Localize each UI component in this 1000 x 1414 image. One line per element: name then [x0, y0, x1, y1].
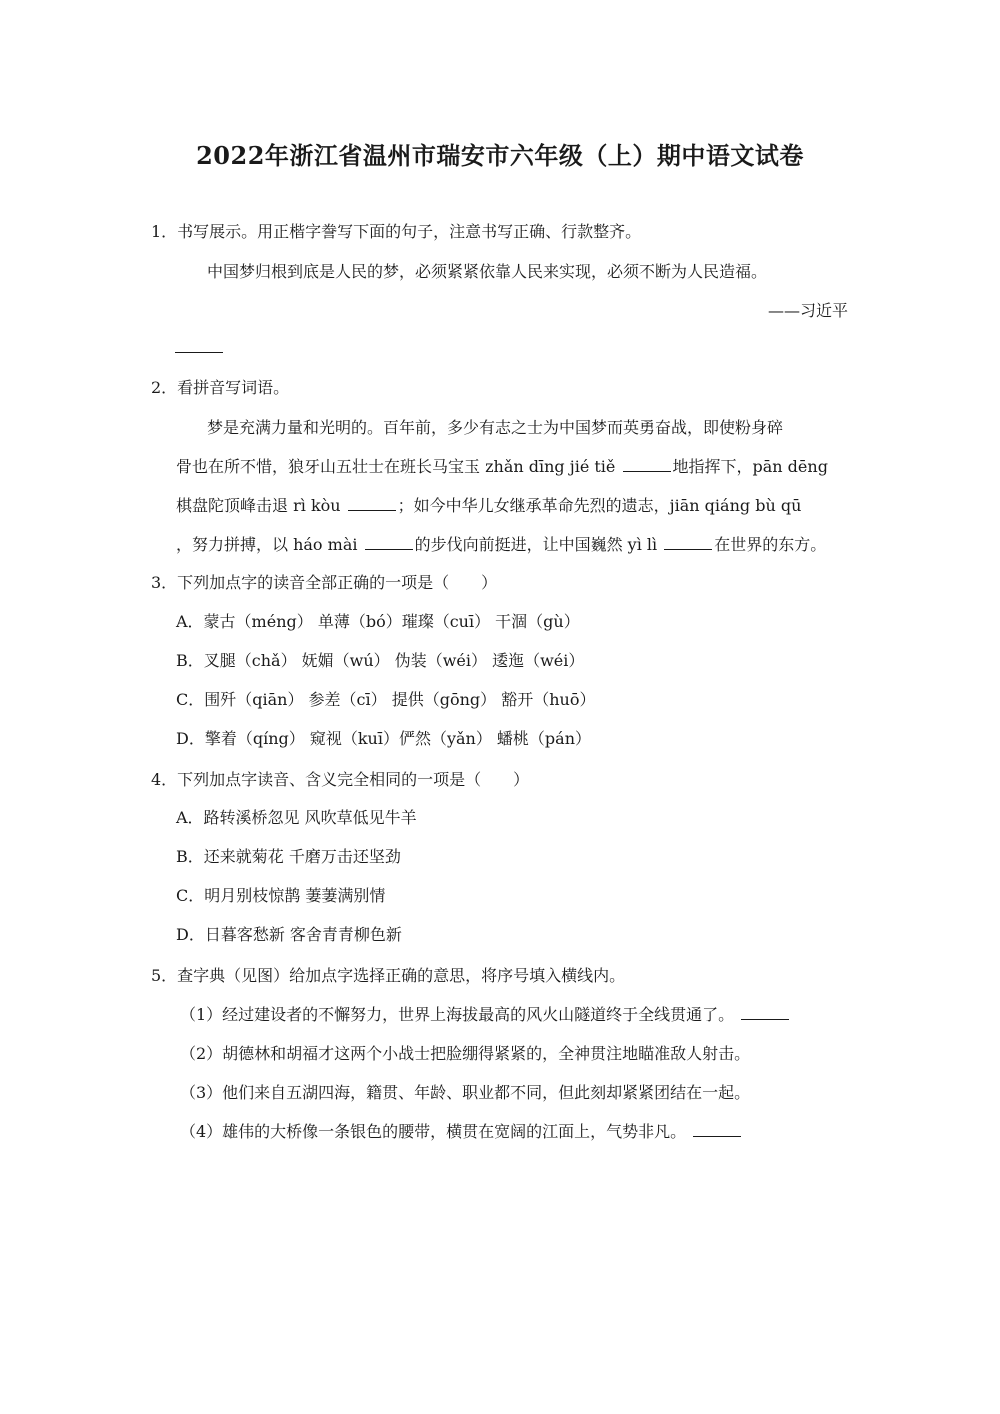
question-2-line-3 — [176, 496, 801, 516]
question-3-option-b[interactable]: B．叉腿（chǎ） 妩媚（wú） 伪装（wéi） 逶迤（wéi） — [176, 651, 585, 670]
question-5-item-1 — [180, 1005, 791, 1025]
question-2-line-1: 梦是充满力量和光明的。百年前，多少有志之士为中国梦而英勇奋战，即使粉身碎 — [207, 418, 784, 437]
question-2-line-3-text-b: ；如今中华儿女继承革命先烈的遗志，jiān qiáng bù qū — [397, 496, 802, 515]
question-4-option-b[interactable]: B．还来就菊花 千磨万击还坚劲 — [176, 847, 401, 866]
question-2-line-4-text-c: 在世界的东方。 — [714, 535, 827, 554]
question-2-line-2 — [176, 457, 828, 477]
question-5-item-1-text: （1）经过建设者的不懈努力，世界上海拔最高的风火山隧道终于全线贯通了。 — [180, 1005, 735, 1024]
question-1-answer-blank[interactable] — [175, 352, 223, 353]
question-5-item-3 — [180, 1083, 750, 1103]
page-title: 2022年浙江省温州市瑞安市六年级（上）期中语文试卷 — [196, 141, 804, 170]
question-4-option-a[interactable]: A．路转溪桥忽见 风吹草低见牛羊 — [176, 808, 417, 827]
question-2-line-2-text-a: 骨也在所不惜，狼牙山五壮士在班长马宝玉 zhǎn dīng jié tiě — [176, 457, 616, 476]
question-3-stem: 3．下列加点字的读音全部正确的一项是（ ） — [151, 573, 498, 592]
question-2-line-4-text-a: ，努力拼搏，以 háo mài — [176, 535, 358, 554]
question-5-item-4 — [180, 1122, 743, 1142]
question-5-stem: 5．查字典（见图）给加点字选择正确的意思，将序号填入横线内。 — [151, 966, 626, 985]
answer-blank[interactable] — [348, 496, 396, 511]
answer-blank[interactable] — [365, 535, 413, 550]
answer-blank[interactable] — [623, 457, 671, 472]
question-1-quote: 中国梦归根到底是人民的梦，必须紧紧依靠人民来实现，必须不断为人民造福。 — [207, 262, 768, 281]
question-5-item-2 — [180, 1044, 750, 1064]
question-1-stem: 1．书写展示。用正楷字誊写下面的句子，注意书写正确、行款整齐。 — [151, 222, 642, 241]
question-2-line-2-text-b: 地指挥下，pān dēng — [672, 457, 828, 476]
question-1-author: ——习近平 — [767, 301, 848, 320]
question-4-option-c[interactable]: C．明月别枝惊鹊 萋萋满别情 — [176, 886, 386, 905]
question-5-item-4-text: （4）雄伟的大桥像一条银色的腰带，横贯在宽阔的江面上，气势非凡。 — [180, 1122, 687, 1141]
question-4-stem: 4．下列加点字读音、含义完全相同的一项是（ ） — [151, 770, 530, 789]
question-2-stem: 2．看拼音写词语。 — [151, 378, 290, 397]
question-5-item-3-text: （3）他们来自五湖四海，籍贯、年龄、职业都不同，但此刻却紧紧团结在一起。 — [180, 1083, 751, 1102]
question-2-line-4 — [176, 535, 826, 555]
question-2-line-3-text-a: 棋盘陀顶峰击退 rì kòu — [176, 496, 341, 515]
question-2-line-4-text-b: 的步伐向前挺进，让中国巍然 yì lì — [414, 535, 658, 554]
answer-blank[interactable] — [741, 1005, 789, 1020]
question-3-option-c[interactable]: C．围歼（qiān） 参差（cī） 提供（gōng） 豁开（huō） — [176, 690, 596, 709]
answer-blank[interactable] — [693, 1122, 741, 1137]
question-3-option-d[interactable]: D．擎着（qíng） 窥视（kuī）俨然（yǎn） 蟠桃（pán） — [176, 729, 591, 748]
question-4-option-d[interactable]: D．日暮客愁新 客舍青青柳色新 — [176, 925, 402, 944]
question-3-option-a[interactable]: A．蒙古（méng） 单薄（bó）璀璨（cuī） 干涸（gù） — [176, 612, 580, 631]
question-5-item-2-text: （2）胡德林和胡福才这两个小战士把脸绷得紧紧的，全神贯注地瞄准敌人射击。 — [180, 1044, 751, 1063]
answer-blank[interactable] — [664, 535, 712, 550]
